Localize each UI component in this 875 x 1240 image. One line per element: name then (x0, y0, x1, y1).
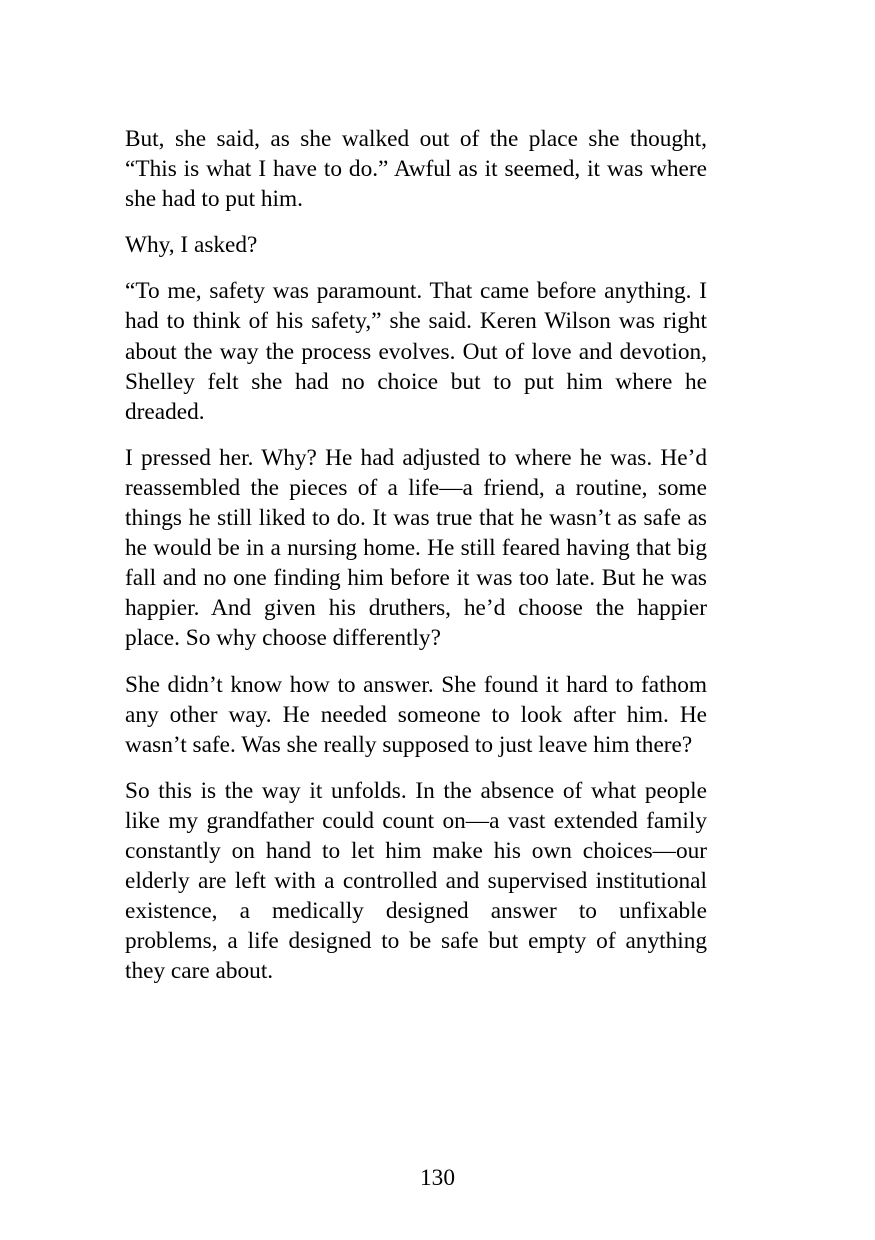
paragraph: “To me, safety was paramount. That came before anything. I had to think of his safety,” she said. Keren Wilson was right about the way the process evolves. Out of love and devotion, Shelley felt she had no choice but to put him where he dreaded. (125, 278, 707, 425)
paragraph: So this is the way it unfolds. In the absence of what people like my grandfather could count on—a vast extended family constantly on hand to let him make his own choices—our elderly are left with a controlled and supervised institutional existence, a medically designed answer to unfixable problems, a life designed to be safe but empty of anything they care about. (125, 777, 707, 985)
paragraph: Why, I asked? (125, 232, 258, 259)
paragraph: She didn’t know how to answer. She found it hard to fathom any other way. He needed someone to look after him. He wasn’t safe. Was she really supposed to just leave him there? (125, 671, 707, 758)
page-number: 130 (420, 1165, 455, 1191)
paragraph: I pressed her. Why? He had adjusted to where he was. He’d reassembled the pieces of a life—a friend, a routine, some things he still liked to do. It was true that he wasn’t as safe as he would be in a nursing home. He still feared having that big fall and no one finding him before it was too late. But he was happier. And given his druthers, he’d choose the happier place. So why choose differently? (125, 444, 707, 652)
body-text (125, 124, 707, 1002)
paragraph: But, she said, as she walked out of the place she thought, “This is what I have to do.” Awful as it seemed, it was where she had to put him. (125, 126, 707, 213)
